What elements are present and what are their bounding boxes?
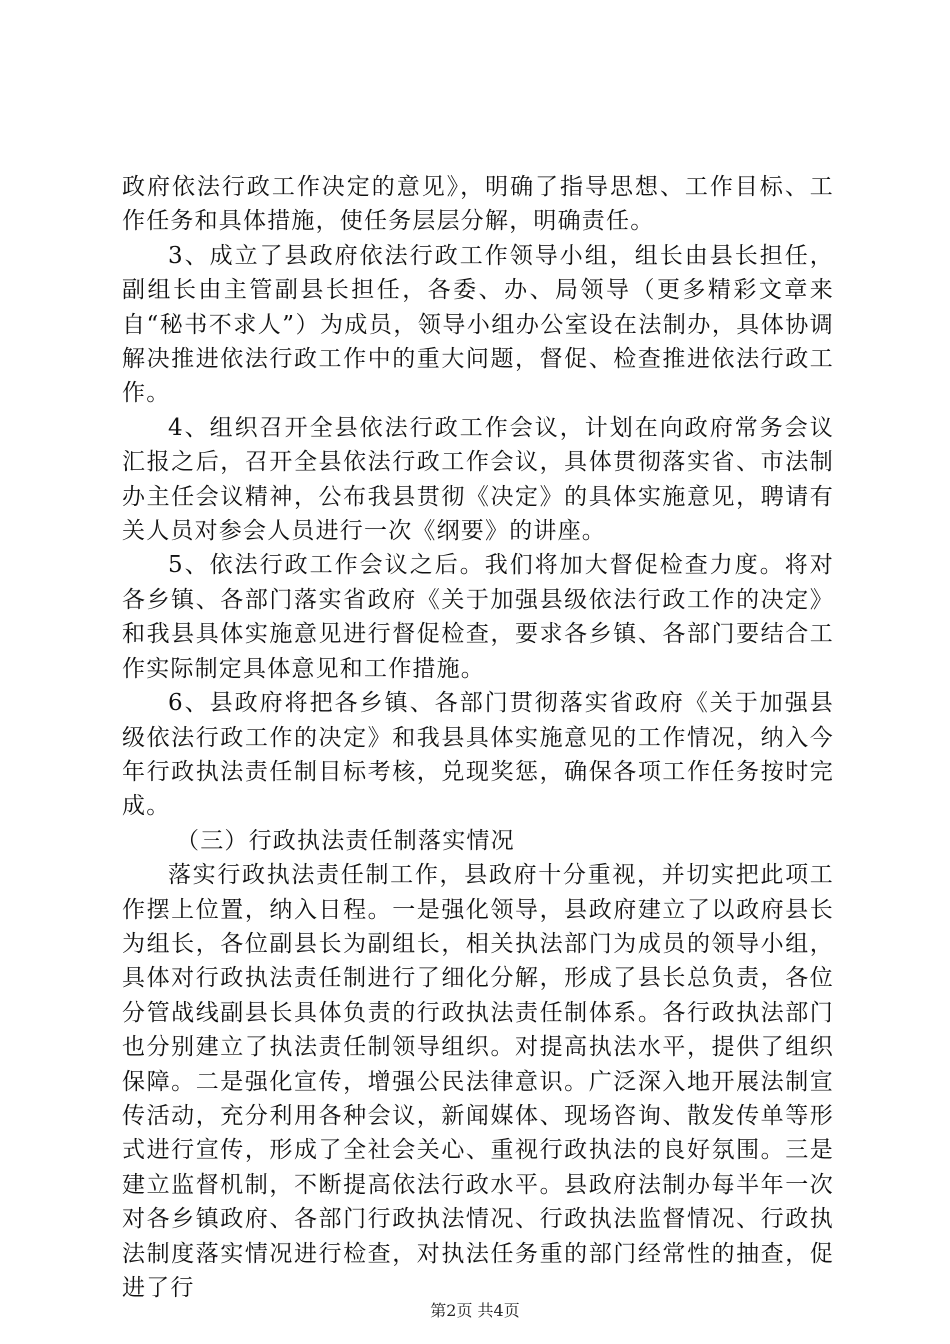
paragraph-section-body: 落实行政执法责任制工作，县政府十分重视，并切实把此项工作摆上位置，纳入日程。一是强化领导，县政府建立了以政府县长为组长，各位副县长为副组长，相关执法部门为成员的领导小组，具体对行政执法责任制进行了细化分解，形成了县长总负责，各位分管战线副县长具体负责的行政执法责任制体系。各行政执法部门也分别建立了执法责任制领导组织。对提高执法水平，提供了组织保障。二是强化宣传，增强公民法律意识。广泛深入地开展法制宣传活动，充分利用各种会议，新闻媒体、现场咨询、散发传单等形式进行宣传，形成了全社会关心、重视行政执法的良好氛围。三是建立监督机制，不断提高依法行政水平。县政府法制办每半年一次对各乡镇政府、各部门行政执法情况、行政执法监督情况、行政执法制度落实情况进行检查，对执法任务重的部门经常性的抽查，促进了行 bbox=[122, 862, 834, 1301]
paragraph-continuation: 政府依法行政工作决定的意见》，明确了指导思想、工作目标、工作任务和具体措施，使任务层层分解，明确责任。 bbox=[122, 174, 834, 235]
paragraph-item-3: 3、成立了县政府依法行政工作领导小组，组长由县长担任，副组长由主管副县长担任，各委、办、局领导（更多精彩文章来自“秘书不求人”）为成员，领导小组办公室设在法制办，具体协调解决推进依法行政工作中的重大问题，督促、检查推进依法行政工作。 bbox=[122, 242, 834, 407]
page-number-footer: 第2页 共4页 bbox=[430, 1301, 520, 1320]
section-heading: （三）行政执法责任制落实情况 bbox=[176, 827, 515, 854]
paragraph-item-4: 4、组织召开全县依法行政工作会议，计划在向政府常务会议汇报之后，召开全县依法行政工作会议，具体贯彻落实省、市法制办主任会议精神，公布我县贯彻《决定》的具体实施意见，聘请有关人员对参会人员进行一次《纲要》的讲座。 bbox=[122, 414, 834, 545]
paragraph-item-6: 6、县政府将把各乡镇、各部门贯彻落实省政府《关于加强县级依法行政工作的决定》和我县具体实施意见的工作情况，纳入今年行政执法责任制目标考核，兑现奖惩，确保各项工作任务按时完成。 bbox=[122, 690, 834, 820]
paragraph-item-5: 5、依法行政工作会议之后。我们将加大督促检查力度。将对各乡镇、各部门落实省政府《关于加强县级依法行政工作的决定》和我县具体实施意见进行督促检查，要求各乡镇、各部门要结合工作实际制定具体意见和工作措施。 bbox=[122, 552, 834, 682]
document-body bbox=[122, 170, 834, 1305]
